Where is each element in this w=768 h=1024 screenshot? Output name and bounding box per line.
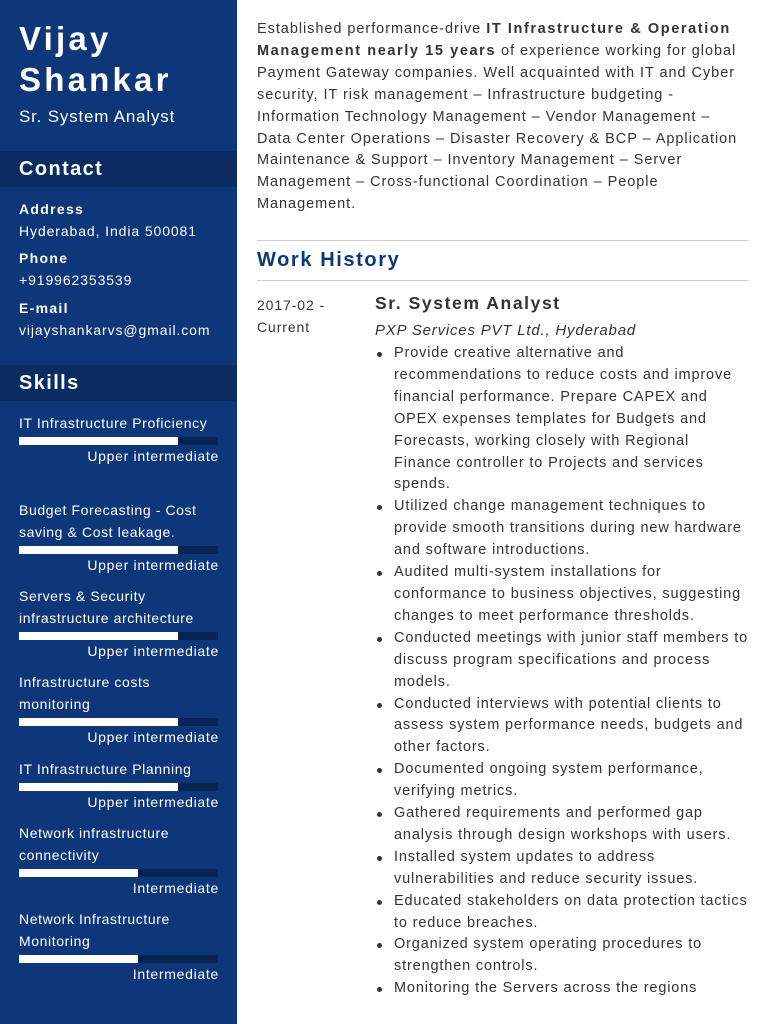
skill-item xyxy=(19,908,219,982)
skill-item xyxy=(19,412,219,464)
candidate-name: Vijay Shankar xyxy=(19,20,172,98)
work-history-heading: Work History xyxy=(257,249,401,271)
skill-level-bar xyxy=(19,437,218,445)
skill-level-fill xyxy=(19,869,138,877)
skill-level-bar xyxy=(19,783,218,791)
skill-level-text: Upper intermediate xyxy=(87,557,219,573)
address-value: Hyderabad, India 500081 xyxy=(19,223,197,239)
divider xyxy=(257,280,749,281)
email-label: E-mail xyxy=(19,300,69,316)
job-company: PXP Services PVT Ltd., Hyderabad xyxy=(375,322,636,339)
skill-name: IT Infrastructure Proficiency xyxy=(19,415,208,431)
list-item: Monitoring the Servers across the regions xyxy=(375,978,751,1000)
skill-level-text: Upper intermediate xyxy=(87,643,219,659)
list-item: Conducted meetings with junior staff members to discuss program specifications and process models. xyxy=(375,628,751,694)
skill-item xyxy=(19,585,219,659)
skill-level-bar xyxy=(19,632,218,640)
skill-level-bar xyxy=(19,869,218,877)
address-label: Address xyxy=(19,201,85,217)
list-item: Documented ongoing system performance, verifying metrics. xyxy=(375,759,751,803)
skill-name: IT Infrastructure Planning xyxy=(19,761,192,777)
summary-intro: Established performance-drive xyxy=(257,21,487,37)
skill-item xyxy=(19,671,219,745)
list-item: Conducted interviews with potential clients to assess system performance needs, budgets and other factors. xyxy=(375,694,751,760)
job-responsibilities xyxy=(375,343,751,1000)
contact-heading: Contact xyxy=(19,158,104,180)
skill-item xyxy=(19,822,219,896)
skill-name: Network infrastructure connectivity xyxy=(19,825,170,863)
skill-name: Servers & Security infrastructure architecture xyxy=(19,588,194,626)
summary-highlight: IT Infrastructure & Operation Management nearly 15 years xyxy=(257,21,731,59)
skill-level-text: Intermediate xyxy=(132,966,219,982)
sidebar xyxy=(0,0,237,1024)
skill-level-fill xyxy=(19,783,178,791)
skill-level-bar xyxy=(19,546,218,554)
job-date-range: 2017-02 - Current xyxy=(257,297,326,335)
phone-value[interactable]: +919962353539 xyxy=(19,272,133,288)
skill-level-fill xyxy=(19,718,178,726)
summary-body: of experience working for global Payment Gateway companies. Well acquainted with IT and Cyber security, IT risk management – Infrastructure budgeting - Information Technology Management – Vendor Management – Data Center Operations – Disaster Recovery & BCP – Application Maintenance & Support – Inventory Management – Server Management – Cross-functional Coordination – People Management. xyxy=(257,42,738,213)
phone-label: Phone xyxy=(19,250,69,266)
skill-level-fill xyxy=(19,632,178,640)
list-item: Provide creative alternative and recommendations to reduce costs and improve financial performance. Prepare CAPEX and OPEX expenses templates for Budgets and Forecasts, working closely with Regional Finance controller to Projects and services spends. xyxy=(375,343,751,496)
skill-level-text: Intermediate xyxy=(132,880,219,896)
skill-level-text: Upper intermediate xyxy=(87,448,219,464)
skill-name: Network Infrastructure Monitoring xyxy=(19,911,170,949)
skill-level-fill xyxy=(19,955,138,963)
skill-name: Infrastructure costs monitoring xyxy=(19,674,151,712)
skill-item xyxy=(19,758,219,810)
contact-section-header xyxy=(0,151,237,187)
skill-name: Budget Forecasting - Cost saving & Cost leakage. xyxy=(19,502,197,540)
skill-level-fill xyxy=(19,546,178,554)
list-item: Utilized change management techniques to provide smooth transitions during new hardware and software introductions. xyxy=(375,496,751,562)
job-title: Sr. System Analyst xyxy=(375,293,561,313)
skill-item xyxy=(19,499,219,573)
skill-level-bar xyxy=(19,955,218,963)
list-item: Educated stakeholders on data protection tactics to reduce breaches. xyxy=(375,891,751,935)
candidate-title: Sr. System Analyst xyxy=(19,107,176,126)
divider xyxy=(257,240,749,241)
skill-level-bar xyxy=(19,718,218,726)
skills-heading: Skills xyxy=(19,372,80,394)
list-item: Installed system updates to address vulnerabilities and reduce security issues. xyxy=(375,847,751,891)
skill-level-text: Upper intermediate xyxy=(87,729,219,745)
skills-section-header xyxy=(0,365,237,401)
list-item: Gathered requirements and performed gap analysis through design workshops with users. xyxy=(375,803,751,847)
list-item: Audited multi-system installations for conformance to business objectives, suggesting changes to meet performance thresholds. xyxy=(375,562,751,628)
professional-summary xyxy=(257,19,749,216)
skill-level-text: Upper intermediate xyxy=(87,794,219,810)
skill-level-fill xyxy=(19,437,178,445)
list-item: Organized system operating procedures to strengthen controls. xyxy=(375,934,751,978)
email-value[interactable]: vijayshankarvs@gmail.com xyxy=(19,322,211,338)
